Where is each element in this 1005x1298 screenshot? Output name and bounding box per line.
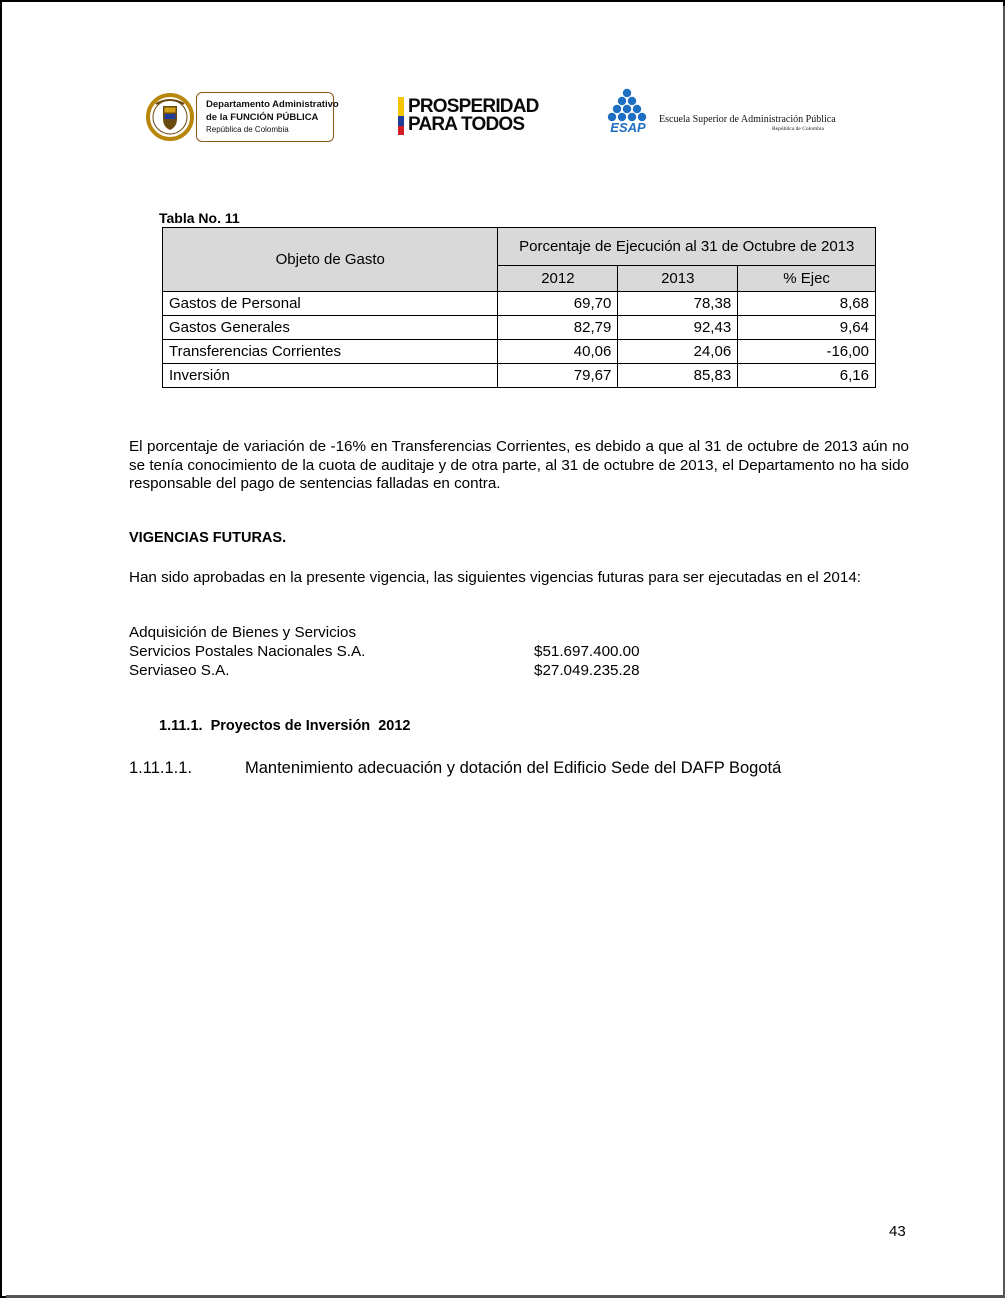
section-title-vigencias: VIGENCIAS FUTURAS. [129, 530, 287, 546]
list-heading: Adquisición de Bienes y Servicios [129, 624, 357, 641]
list-item-label: Servicios Postales Nacionales S.A. [129, 643, 366, 660]
page-number: 43 [889, 1223, 906, 1240]
vigencias-paragraph: Han sido aprobadas en la presente vigencia, las siguientes vigencias futuras para ser ejecutadas en el 2014: [129, 569, 861, 586]
row-value-2012: 69,70 [498, 292, 618, 316]
row-value-2012: 40,06 [498, 340, 618, 364]
dafp-line-3: República de Colombia [206, 125, 289, 134]
list-item-label: Serviaseo S.A. [129, 662, 230, 679]
row-value-2012: 79,67 [498, 364, 618, 388]
row-value-ejec: 6,16 [738, 364, 876, 388]
coat-of-arms-icon [146, 92, 194, 142]
dafp-line-2: de la FUNCIÓN PÚBLICA [206, 112, 319, 123]
esap-emblem-icon [602, 88, 658, 136]
header-ejec: % Ejec [738, 265, 876, 291]
flag-bar-blue [398, 116, 404, 126]
table-row [163, 364, 876, 388]
row-value-2013: 24,06 [618, 340, 738, 364]
row-value-ejec: 9,64 [738, 316, 876, 340]
table-title: Tabla No. 11 [159, 210, 240, 226]
header-year-2012: 2012 [498, 265, 618, 291]
esap-name: Escuela Superior de Administración Pública [659, 114, 836, 125]
esap-subtitle: República de Colombia [772, 126, 824, 132]
row-value-2012: 82,79 [498, 316, 618, 340]
row-label: Gastos de Personal [163, 292, 498, 316]
subsubsection-number: 1.11.1.1. [129, 759, 192, 777]
prosperidad-line-2: PARA TODOS [408, 114, 525, 135]
execution-table [162, 227, 876, 388]
header-porcentaje-ejecucion: Porcentaje de Ejecución al 31 de Octubre de 2013 [498, 228, 876, 266]
svg-text:ESAP: ESAP [610, 120, 646, 135]
subsection-title: 1.11.1. Proyectos de Inversión 2012 [159, 718, 411, 734]
row-value-2013: 85,83 [618, 364, 738, 388]
dafp-logo [146, 92, 339, 142]
list-item-amount: $51.697.400.00 [534, 643, 640, 660]
esap-logo [602, 88, 836, 138]
list-item-amount: $27.049.235.28 [534, 662, 640, 679]
prosperidad-line-1: PROSPERIDAD [408, 96, 539, 117]
row-value-ejec: 8,68 [738, 292, 876, 316]
header-year-2013: 2013 [618, 265, 738, 291]
row-label: Transferencias Corrientes [163, 340, 498, 364]
row-label: Gastos Generales [163, 316, 498, 340]
variation-paragraph: El porcentaje de variación de -16% en Transferencias Corrientes, es debido a que al 31 de octubre de 2013 aún no se tenía conocimiento de la cuota de auditaje y de otra parte, al 31 de octubre de 2013, el Departamento no ha sido responsable del pago de sentencias falladas en contra. [129, 438, 909, 492]
subsubsection-title: Mantenimiento adecuación y dotación del Edificio Sede del DAFP Bogotá [245, 759, 782, 777]
table-row [163, 316, 876, 340]
table-row [163, 292, 876, 316]
dafp-line-1: Departamento Administrativo [206, 99, 339, 110]
row-value-2013: 78,38 [618, 292, 738, 316]
prosperidad-logo [398, 97, 550, 137]
flag-bar-red [398, 126, 404, 135]
row-label: Inversión [163, 364, 498, 388]
row-value-ejec: -16,00 [738, 340, 876, 364]
header-objeto-de-gasto: Objeto de Gasto [163, 228, 498, 292]
row-value-2013: 92,43 [618, 316, 738, 340]
flag-bar-yellow [398, 97, 404, 116]
table-row [163, 340, 876, 364]
